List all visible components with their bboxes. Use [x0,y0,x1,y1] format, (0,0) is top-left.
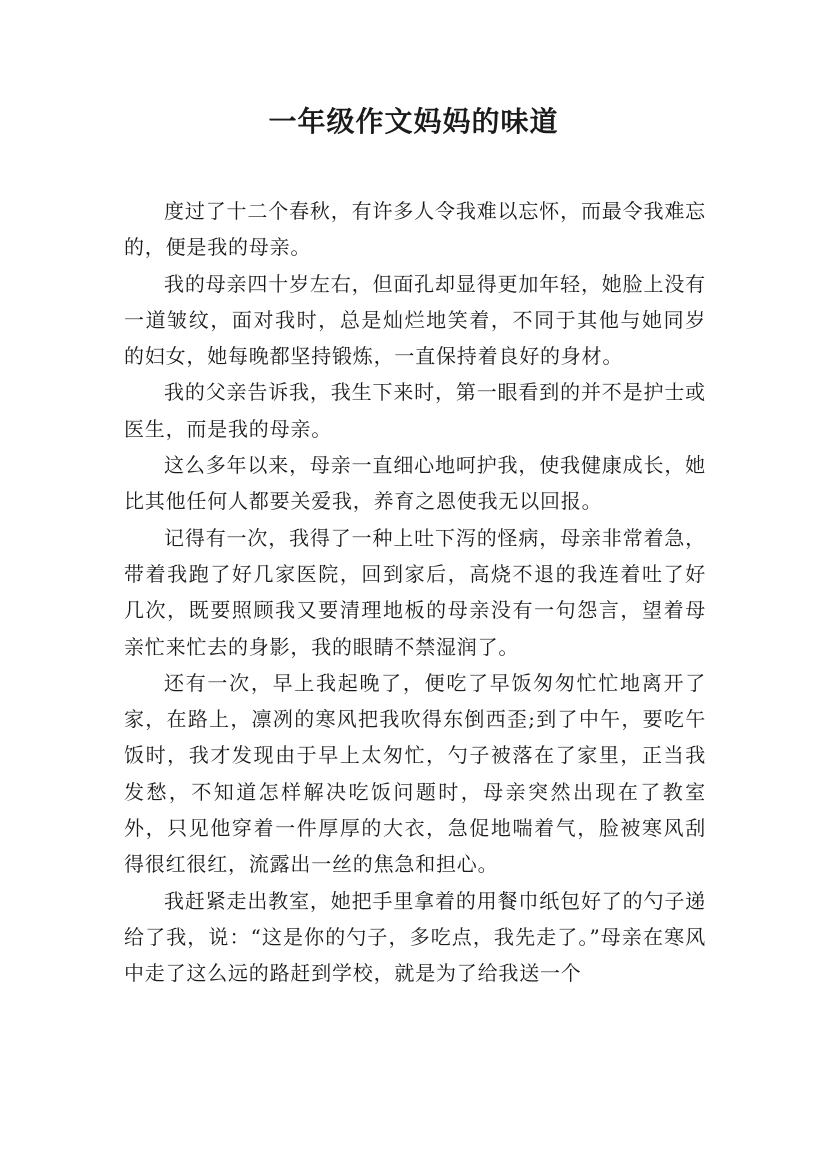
document-title: 一年级作文妈妈的味道 [268,105,559,138]
paragraph: 我的母亲四十岁左右，但面孔却显得更加年轻，她脸上没有一道皱纹，面对我时，总是灿烂地笑着，不同于其他与她同岁的妇女，她每晚都坚持锻炼，一直保持着良好的身材。 [124,271,706,369]
paragraph: 记得有一次，我得了一种上吐下泻的怪病，母亲非常着急，带着我跑了好几家医院，回到家后，高烧不退的我连着吐了好几次，既要照顾我又要清理地板的母亲没有一句怨言，望着母亲忙来忙去的身影，我的眼睛不禁湿润了。 [124,525,706,659]
paragraph: 这么多年以来，母亲一直细心地呵护我，使我健康成长，她比其他任何人都要关爱我，养育之恩使我无以回报。 [124,453,706,514]
paragraph: 我的父亲告诉我，我生下来时，第一眼看到的并不是护士或医生，而是我的母亲。 [124,380,706,441]
paragraph: 度过了十二个春秋，有许多人令我难以忘怀，而最令我难忘的，便是我的母亲。 [124,199,706,260]
paragraph: 还有一次，早上我起晚了，便吃了早饭匆匆忙忙地离开了家，在路上，凛冽的寒风把我吹得东倒西歪;到了中午，要吃午饭时，我才发现由于早上太匆忙，勺子被落在了家里，正当我发愁，不知道怎样解决吃饭问题时，母亲突然出现在了教室外，只见他穿着一件厚厚的大衣，急促地喘着气，脸被寒风刮得很红很红，流露出一丝的焦急和担心。 [124,670,706,877]
document-body [124,193,706,992]
paragraph: 我赶紧走出教室，她把手里拿着的用餐巾纸包好了的勺子递给了我，说：“这是你的勺子，多吃点，我先走了。”母亲在寒风中走了这么远的路赶到学校，就是为了给我送一个 [124,888,706,986]
